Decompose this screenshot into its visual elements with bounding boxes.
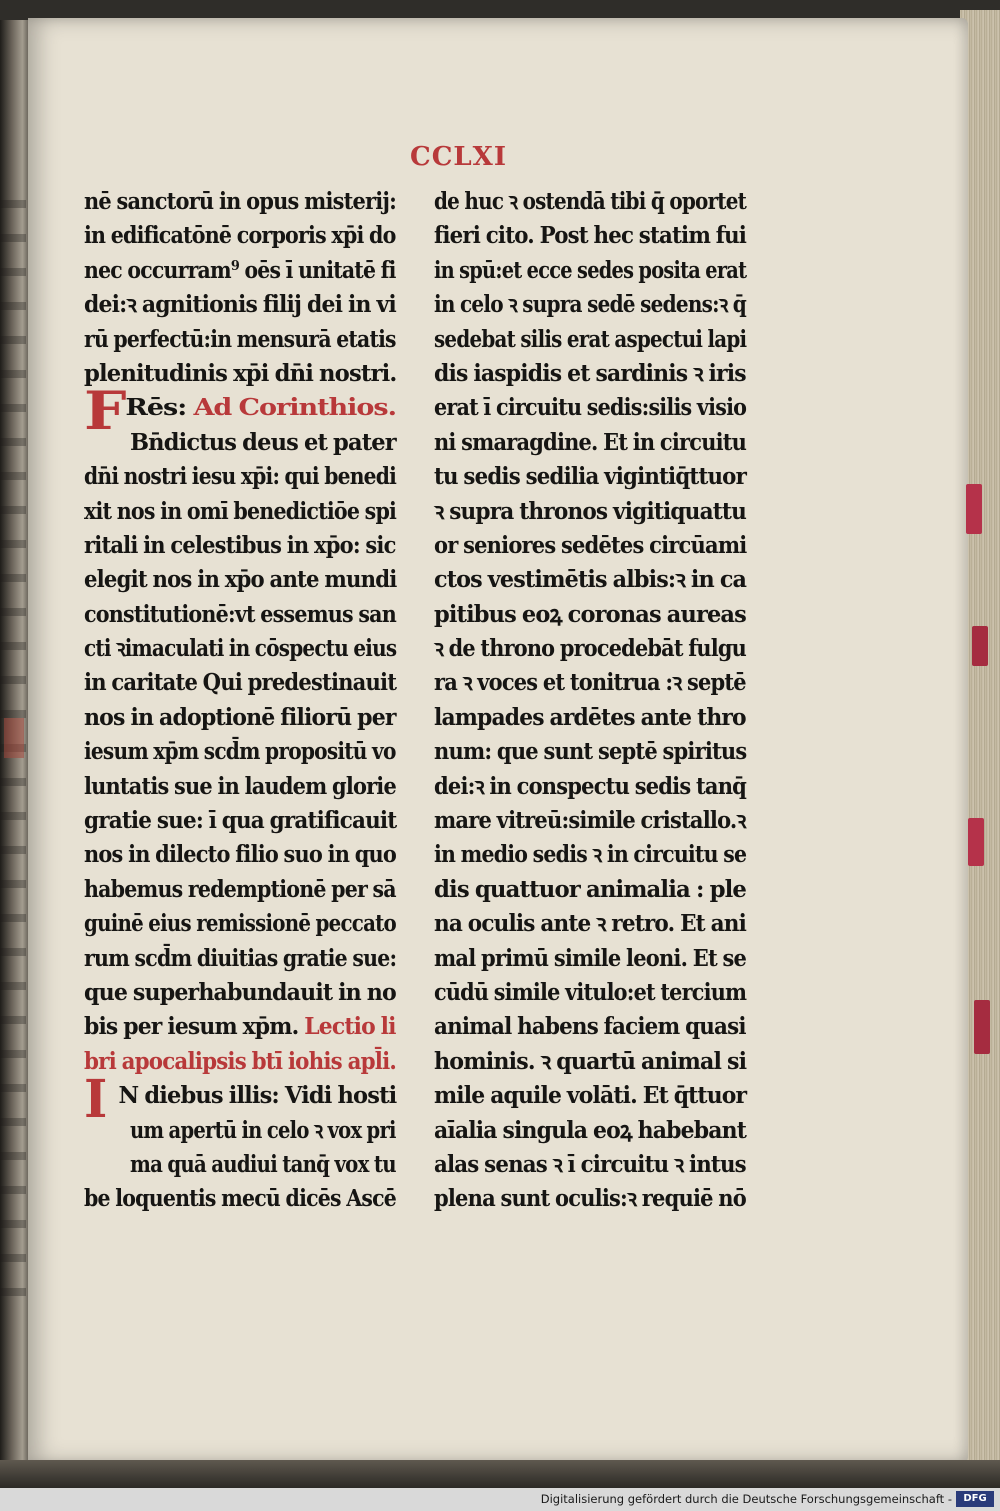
text-line: fieri cito. Post hec statim fui <box>434 221 747 250</box>
rubric-text: bri apocalipsis btī iohis apl̄i. <box>84 1046 397 1075</box>
text-line <box>84 872 396 906</box>
footer-bar <box>0 1488 1000 1511</box>
text-line <box>84 494 397 528</box>
rubric-text: Lectio li <box>304 1012 396 1041</box>
text-line: ra ꝛ voces et tonitrua :ꝛ septē <box>434 668 746 697</box>
footer-credit: Digitalisierung gefördert durch die Deutsche Forschungsgemeinschaft - <box>540 1492 952 1506</box>
text-line <box>84 631 397 665</box>
text-line <box>84 1113 396 1147</box>
text-line: erat ī circuitu sedis:silis visio <box>434 393 747 422</box>
folio-number: CCLXI <box>410 142 508 172</box>
text-line: plena sunt oculis:ꝛ requiē nō <box>434 1184 746 1213</box>
line-text: in caritate Qui predestinauit <box>84 668 397 697</box>
line-text: luntatis sue in laudem glorie <box>84 771 396 800</box>
line-text: dei:ꝛ agnitionis filij dei in vi <box>84 290 396 319</box>
text-line <box>84 769 396 803</box>
text-line: dis quattuor animalia : ple <box>434 874 747 903</box>
line-text: Rēs: <box>125 393 187 422</box>
text-line: alas senas ꝛ ī circuitu ꝛ intus <box>434 1149 746 1178</box>
text-line: mare vitreū:simile cristallo.ꝛ <box>434 806 746 835</box>
text-line: ꝛ de throno procedebāt fulgu <box>434 634 746 663</box>
text-line <box>84 1044 397 1078</box>
text-line <box>84 356 397 390</box>
text-line <box>84 218 396 252</box>
text-line <box>84 1181 397 1215</box>
text-line: in spū:et ecce sedes posita erat <box>434 255 747 284</box>
line-text: ma quā audiui tanq̄ vox tu <box>129 1149 396 1178</box>
line-text: gratie sue: ī qua gratificauit <box>84 806 397 835</box>
line-text: habemus redemptionē per sā <box>84 874 396 903</box>
text-line <box>84 941 397 975</box>
line-text: guinē eius remissionē peccato <box>84 909 397 938</box>
text-line: aīalia singula eoꝝ habebant <box>434 1115 747 1144</box>
text-line <box>84 975 396 1009</box>
text-line <box>84 528 396 562</box>
text-line: mal primū simile leoni. Et se <box>434 943 747 972</box>
line-text: nos in adoptionē filiorū per <box>84 702 396 731</box>
line-text: be loquentis mecū dicēs Ascē <box>84 1184 397 1213</box>
text-line: animal habens faciem quasi <box>434 1012 746 1041</box>
line-text: nec occurram⁹ oēs ī unitatē fi <box>84 255 396 284</box>
text-line <box>84 184 397 218</box>
text-line: in celo ꝛ supra sedē sedens:ꝛ q̄ <box>434 290 747 319</box>
text-line: dei:ꝛ in conspectu sedis tanq̄ <box>434 771 747 800</box>
text-line: lampades ardētes ante thro <box>434 702 746 731</box>
text-line <box>84 459 397 493</box>
line-text: nos in dilecto filio suo in quo <box>84 840 397 869</box>
line-text: iesum xp̄m scd̄m propositū vo <box>84 737 396 766</box>
text-line <box>84 425 396 459</box>
text-line <box>84 287 396 321</box>
text-line: sedebat silis erat aspectui lapi <box>434 324 747 353</box>
rubricated-initial: I <box>84 1069 107 1131</box>
right-text-column <box>434 184 754 1216</box>
line-text: um apertū in celo ꝛ vox pri <box>129 1115 396 1144</box>
line-text: in edificatōnē corporis xp̄i do <box>84 221 396 250</box>
text-line: or seniores sedētes circūami <box>434 530 747 559</box>
page-bottom-shadow <box>0 1460 1000 1488</box>
text-line <box>84 837 397 871</box>
text-line: num: que sunt septē spiritus <box>434 737 747 766</box>
text-line: dis iaspidis et sardinis ꝛ iris <box>434 358 746 387</box>
text-line: ni smaragdine. Et in circuitu <box>434 427 747 456</box>
line-text: rum scd̄m diuitias gratie sue: <box>84 943 397 972</box>
line-text: N diebus illis: Vidi hosti <box>118 1081 397 1110</box>
rubric-text: Ad Corinthios. <box>193 393 397 422</box>
text-line <box>84 906 397 940</box>
text-line: na oculis ante ꝛ retro. Et ani <box>434 909 746 938</box>
text-line <box>84 1009 396 1043</box>
line-text: bis per iesum xp̄m. <box>84 1012 299 1041</box>
line-text: Bn̄dictus deus et pater <box>129 427 396 456</box>
line-text: elegit nos in xp̄o ante mundi <box>84 565 397 594</box>
text-line <box>84 253 396 287</box>
text-line: pitibus eoꝝ coronas aureas <box>434 599 746 628</box>
text-line: cūdū simile vitulo:et tercium <box>434 977 747 1006</box>
line-text: nē sanctorū in opus misterij: <box>84 187 397 215</box>
text-line <box>84 1147 396 1181</box>
line-text: cti ꝛimaculati in cōspectu eius <box>84 634 397 663</box>
text-line <box>84 665 397 699</box>
text-line: in medio sedis ꝛ in circuitu se <box>434 840 747 869</box>
text-line <box>84 562 397 596</box>
rubricated-initial: F <box>84 381 126 443</box>
line-text: ritali in celestibus in xp̄o: sic <box>84 530 396 559</box>
text-line <box>84 597 397 631</box>
line-text: constitutionē:vt essemus san <box>84 599 397 628</box>
text-line: de huc ꝛ ostendā tibi q̄ oportet <box>434 187 747 215</box>
text-line <box>84 734 396 768</box>
line-text: dn̄i nostri iesu xp̄i: qui benedi <box>84 462 397 491</box>
text-line: ctos vestimētis albis:ꝛ in ca <box>434 565 747 594</box>
text-line <box>84 803 397 837</box>
line-text: xit nos in omī benedictiōe spi <box>84 496 397 525</box>
line-text: que superhabundauit in no <box>84 977 396 1006</box>
bookmark-tab <box>972 626 988 666</box>
text-line: ꝛ supra thronos vigitiquattu <box>434 496 746 525</box>
bookmark-tab <box>968 818 984 866</box>
dfg-logo: DFG <box>956 1491 994 1507</box>
left-page-rubric-mark <box>4 718 24 758</box>
text-line: hominis. ꝛ quartū animal si <box>434 1046 747 1075</box>
line-text: plenitudinis xp̄i dn̄i nostri. <box>84 358 397 387</box>
text-line <box>84 700 396 734</box>
text-line: tu sedis sedilia vigintiq̄ttuor <box>434 462 746 491</box>
text-line <box>84 322 396 356</box>
text-line: mile aquile volāti. Et q̄ttuor <box>434 1081 747 1110</box>
line-text: rū perfectū:in mensurā etatis <box>84 324 396 353</box>
bookmark-tab <box>966 484 982 534</box>
left-text-column <box>84 184 404 1216</box>
bookmark-tab <box>974 1000 990 1054</box>
